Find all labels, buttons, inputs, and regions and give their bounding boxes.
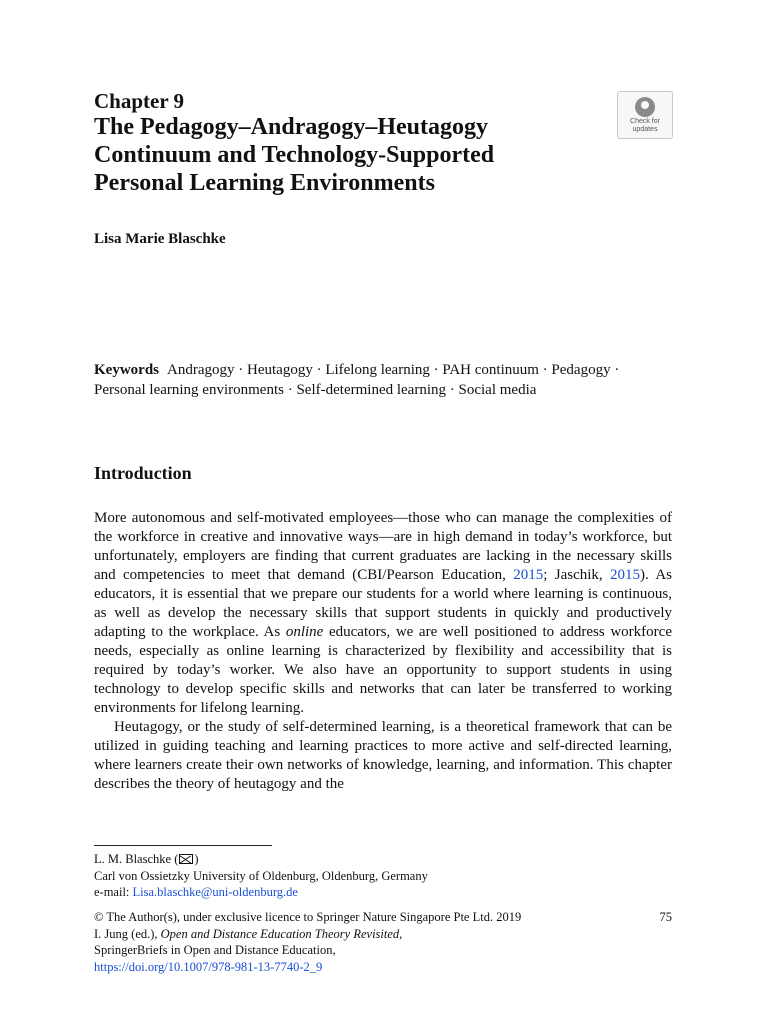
keyword-item: Pedagogy xyxy=(551,362,611,378)
chapter-title-line-3: Personal Learning Environments xyxy=(94,170,435,196)
doi-link[interactable]: https://doi.org/10.1007/978-981-13-7740-2_9 xyxy=(94,959,323,974)
emphasis-online: online xyxy=(285,624,324,640)
doi-line xyxy=(94,959,672,976)
publication-footer xyxy=(94,909,672,975)
keywords-label: Keywords xyxy=(94,362,159,378)
chapter-label: Chapter 9 xyxy=(94,89,185,113)
body-text xyxy=(94,509,672,794)
copyright-line: © The Author(s), under exclusive licence to Springer Nature Singapore Pte Ltd. 2019 xyxy=(94,910,522,924)
chapter-title xyxy=(94,113,594,197)
keyword-separator: · xyxy=(312,362,326,378)
keyword-item: Self-determined learning xyxy=(296,382,446,398)
paragraph-1-text: ; Jaschik, xyxy=(543,567,611,583)
keyword-separator: · xyxy=(283,382,297,398)
paragraph-1-text: ). As educators, it is essential that we prepare our students for a world where learning is continuous, as well as develop the necessary skills that support students in quickly and productively adapting to the workplace. As xyxy=(94,567,672,640)
check-for-updates-button[interactable] xyxy=(617,91,673,139)
keyword-item: Personal learning environments xyxy=(94,382,284,398)
book-title: Open and Distance Education Theory Revisited xyxy=(160,926,400,941)
author-footnote xyxy=(94,851,594,901)
footnote-author: L. M. Blaschke ( xyxy=(94,852,179,866)
check-for-updates-label-2: updates xyxy=(632,126,658,133)
keyword-item: Social media xyxy=(458,382,537,398)
paragraph-2: Heutagogy, or the study of self-determined learning, is a theoretical framework that can be utilized in guiding teaching and learning practices to more active and self-directed learning, where learners create their own networks of knowledge, learning, and information. This chapter describes the theory of heutagogy and the xyxy=(94,719,672,792)
series-line: SpringerBriefs in Open and Distance Education, xyxy=(94,943,336,957)
chapter-title-line-1: The Pedagogy–Andragogy–Heutagogy xyxy=(94,114,489,140)
author-email-link[interactable]: Lisa.blaschke@uni-oldenburg.de xyxy=(132,885,298,899)
keyword-separator: · xyxy=(538,362,552,378)
keyword-separator: · xyxy=(429,362,443,378)
keyword-separator: · xyxy=(234,362,247,378)
keyword-item: Heutagogy xyxy=(247,362,313,378)
check-for-updates-label-1: Check for xyxy=(630,118,660,125)
keyword-item: PAH continuum xyxy=(442,362,539,378)
citation-link-jaschik-2015[interactable]: 2015 xyxy=(610,567,641,583)
keywords-block xyxy=(94,360,674,400)
page-number: 75 xyxy=(659,910,672,924)
footnote-email-label: e-mail: xyxy=(94,885,133,899)
keyword-item: Andragogy xyxy=(167,362,235,378)
editor-prefix: I. Jung (ed.), xyxy=(94,926,161,941)
footnote-author-line xyxy=(94,851,594,868)
envelope-icon xyxy=(179,854,193,864)
check-for-updates-icon xyxy=(635,97,655,117)
paragraph-1-text: More autonomous and self-motivated employees—those who can manage the complexities of the workforce in creative and innovative ways—are in high demand in today’s workforce, but unfortunately, employers are finding that current graduates are lacking in the necessary skills and competencies to meet that demand (CBI/Pearson Education, xyxy=(94,510,672,583)
footnote-affiliation: Carl von Ossietzky University of Oldenburg, Oldenburg, Germany xyxy=(94,868,428,883)
footnote-email-line xyxy=(94,884,594,901)
paragraph-1 xyxy=(94,509,672,718)
editor-suffix: , xyxy=(399,926,403,941)
keyword-item: Lifelong learning xyxy=(325,362,430,378)
author-name: Lisa Marie Blaschke xyxy=(94,231,226,247)
keyword-separator: · xyxy=(610,362,620,378)
paragraph-1-text: educators, we are well positioned to address workforce needs, especially as online learning is characterized by flexibility and accessibility that is required by today’s worker. We also have an opportunity to support students in using technology to develop specific skills and networks that can later be transferred to working environments for lifelong learning. xyxy=(94,624,672,716)
footnote-divider xyxy=(94,845,272,846)
footnote-author-close: ) xyxy=(194,852,199,866)
chapter-title-line-2: Continuum and Technology-Supported xyxy=(94,142,495,168)
citation-link-cbi-pearson-2015[interactable]: 2015 xyxy=(513,567,544,583)
section-heading-introduction: Introduction xyxy=(94,463,192,483)
keyword-separator: · xyxy=(446,382,459,398)
editor-line xyxy=(94,926,672,943)
